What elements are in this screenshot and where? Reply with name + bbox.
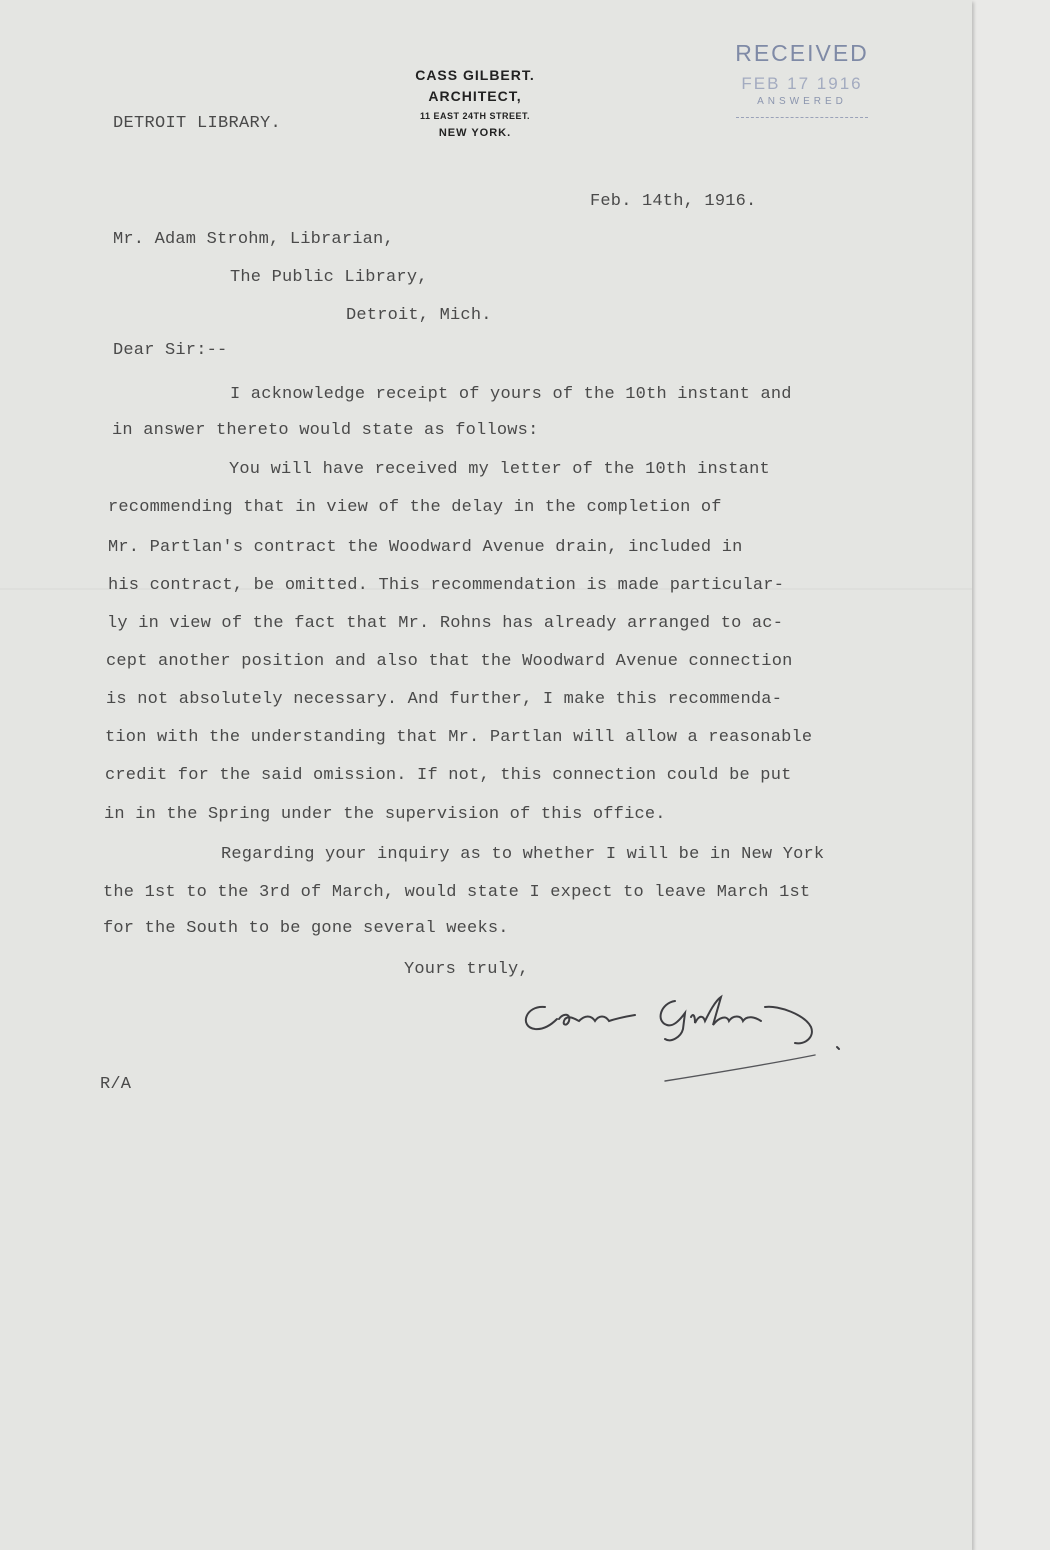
letterhead-address: 11 EAST 24TH STREET. bbox=[419, 111, 531, 121]
body-line: the 1st to the 3rd of March, would state I expect to leave March 1st bbox=[103, 883, 811, 902]
recipient-line-3: Detroit, Mich. bbox=[346, 306, 492, 325]
recipient-line-2: The Public Library, bbox=[230, 268, 428, 287]
body-line: credit for the said omission. If not, this connection could be put bbox=[105, 766, 792, 785]
library-label: DETROIT LIBRARY. bbox=[113, 114, 282, 133]
body-line: Mr. Partlan's contract the Woodward Avenue drain, included in bbox=[108, 538, 743, 557]
letter-date: Feb. 14th, 1916. bbox=[590, 192, 757, 211]
body-line: for the South to be gone several weeks. bbox=[103, 919, 509, 938]
body-line: tion with the understanding that Mr. Partlan will allow a reasonable bbox=[105, 728, 813, 747]
letterhead-title: ARCHITECT, bbox=[428, 88, 522, 104]
body-line: recommending that in view of the delay in the completion of bbox=[108, 498, 722, 517]
recipient-line-1: Mr. Adam Strohm, Librarian, bbox=[113, 230, 394, 249]
salutation: Dear Sir:-- bbox=[113, 341, 228, 360]
closing: Yours truly, bbox=[404, 960, 529, 979]
body-line: I acknowledge receipt of yours of the 10th instant and bbox=[230, 385, 792, 404]
body-line: Regarding your inquiry as to whether I will be in New York bbox=[221, 845, 825, 864]
received-stamp bbox=[727, 40, 877, 118]
body-line: is not absolutely necessary. And further, I make this recommenda- bbox=[106, 690, 783, 709]
stamp-answered: ANSWERED bbox=[757, 96, 847, 107]
body-line: cept another position and also that the Woodward Avenue connection bbox=[106, 652, 793, 671]
letterhead-city: NEW YORK. bbox=[438, 127, 512, 139]
letterhead-name: CASS GILBERT. bbox=[415, 67, 535, 83]
body-line: in in the Spring under the supervision of this office. bbox=[104, 805, 666, 824]
stamp-received: RECEIVED bbox=[735, 40, 869, 66]
initials: R/A bbox=[100, 1075, 132, 1094]
letterhead bbox=[380, 64, 570, 142]
body-line: his contract, be omitted. This recommendation is made particular- bbox=[108, 576, 785, 595]
stamp-rule bbox=[736, 117, 868, 118]
signature bbox=[515, 985, 855, 1095]
body-line: You will have received my letter of the 10th instant bbox=[229, 460, 770, 479]
stamp-date: FEB 17 1916 bbox=[741, 74, 863, 93]
body-line: in answer thereto would state as follows: bbox=[112, 421, 539, 440]
body-line: ly in view of the fact that Mr. Rohns has already arranged to ac- bbox=[107, 614, 784, 633]
